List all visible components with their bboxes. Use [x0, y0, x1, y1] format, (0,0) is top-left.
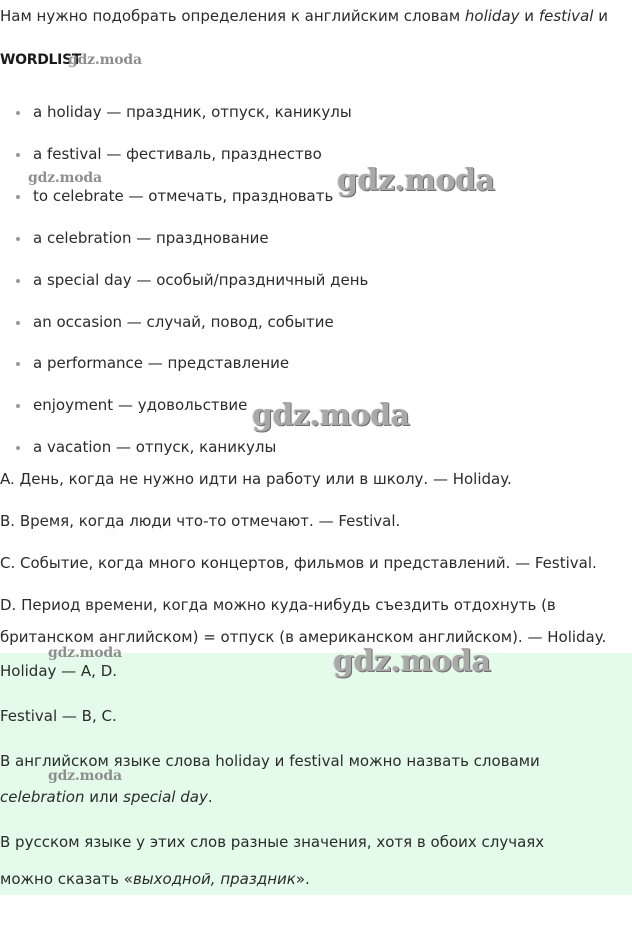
answer-line: можно сказать «выходной, праздник».	[0, 870, 310, 888]
bullet-icon	[16, 237, 20, 241]
watermark-logo: gdz.moda	[252, 398, 410, 433]
answer-line: Festival — B, C.	[0, 707, 117, 725]
task-line: D. Период времени, когда можно куда-нибудь съездить отдохнуть (в	[0, 596, 556, 614]
intro-paragraph	[0, 6, 632, 26]
bullet-icon	[16, 404, 20, 408]
list-item: a performance — представление	[0, 352, 632, 374]
intro-conj: и	[519, 7, 539, 25]
wordlist-title: WORDLIST	[0, 52, 82, 68]
bullet-icon	[16, 111, 20, 115]
list-item: a celebration — празднование	[0, 227, 632, 249]
watermark-logo: gdz.moda	[337, 163, 495, 198]
answer-line: В русском языке у этих слов разные значения, хотя в обоих случаях	[0, 833, 545, 851]
intro-tail: и	[593, 7, 608, 25]
watermark-logo: gdz.moda	[28, 170, 102, 186]
watermark-logo: gdz.moda	[48, 645, 122, 661]
list-item: to celebrate — отмечать, праздновать	[0, 185, 632, 207]
task-line: B. Время, когда люди что-то отмечают. — Festival.	[0, 512, 401, 530]
bullet-icon	[16, 321, 20, 325]
list-item: enjoyment — удовольствие	[0, 394, 632, 416]
watermark-logo: gdz.moda	[68, 52, 142, 68]
watermark-logo: gdz.moda	[48, 768, 122, 784]
list-item: a special day — особый/праздничный день	[0, 269, 632, 291]
list-item: a vacation — отпуск, каникулы	[0, 436, 632, 458]
intro-word-holiday: holiday	[464, 7, 520, 25]
answer-line: celebration или special day.	[0, 788, 213, 806]
intro-word-festival: festival	[538, 7, 594, 25]
bullet-icon	[16, 153, 20, 157]
list-item: a holiday — праздник, отпуск, каникулы	[0, 101, 632, 123]
list-item: an occasion — случай, повод, событие	[0, 311, 632, 333]
bullet-icon	[16, 279, 20, 283]
task-line: C. Событие, когда много концертов, фильмов и представлений. — Festival.	[0, 554, 597, 572]
intro-text: Нам нужно подобрать определения к английским словам	[0, 7, 465, 25]
list-item: a festival — фестиваль, празднество	[0, 143, 632, 165]
bullet-icon	[16, 195, 20, 199]
answer-line: В английском языке слова holiday и festival можно назвать словами	[0, 752, 540, 770]
bullet-icon	[16, 362, 20, 366]
bullet-icon	[16, 446, 20, 450]
watermark-logo: gdz.moda	[333, 644, 491, 679]
task-line: британском английском) = отпуск (в американском английском). — Holiday.	[0, 628, 607, 646]
task-line: A. День, когда не нужно идти на работу или в школу. — Holiday.	[0, 470, 512, 488]
answer-line: Holiday — A, D.	[0, 662, 118, 680]
